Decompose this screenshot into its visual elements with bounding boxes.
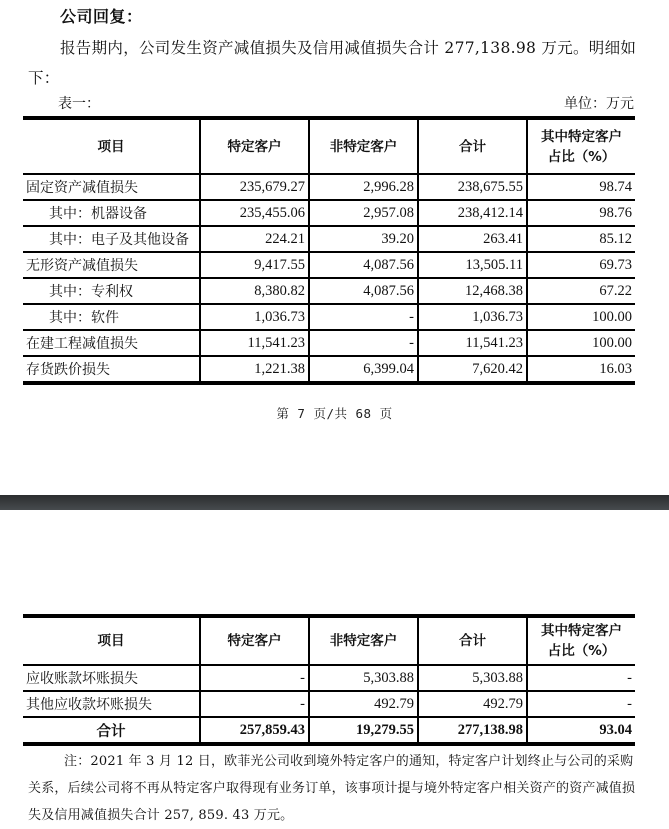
impairment-table-part1 (23, 116, 635, 385)
total-total: 277,138.98 (418, 717, 527, 744)
table-row (23, 330, 635, 356)
row-specific: - (200, 691, 309, 717)
row-specific: 224.21 (200, 226, 309, 252)
footnote: 注：2021 年 3 月 12 日，欧菲光公司收到境外特定客户的通知，特定客户计划终止与公司的采购关系，后续公司将不再从特定客户取得现有业务订单，该事项计提与境外特定客户相关资产的资产减值损失及信用减值损失合计 257, 859. 43 万元。 (28, 754, 636, 823)
row-total: 7,620.42 (418, 356, 527, 383)
header-non-specific: 非特定客户 (309, 616, 418, 665)
table-row (23, 174, 635, 200)
table-row (23, 356, 635, 383)
table-row (23, 200, 635, 226)
row-non-specific: - (309, 330, 418, 356)
row-ratio: 69.73 (527, 252, 635, 278)
row-item: 无形资产减值损失 (23, 252, 200, 278)
header-item: 项目 (23, 118, 200, 174)
table-header-row (23, 616, 635, 665)
page-number: 第 7 页/共 68 页 (276, 406, 393, 421)
row-non-specific: 39.20 (309, 226, 418, 252)
row-item: 其中：电子及其他设备 (23, 226, 200, 252)
header-specific: 特定客户 (200, 616, 309, 665)
row-specific: 8,380.82 (200, 278, 309, 304)
table-row (23, 691, 635, 717)
row-total: 263.41 (418, 226, 527, 252)
row-non-specific: 2,996.28 (309, 174, 418, 200)
row-total: 11,541.23 (418, 330, 527, 356)
total-non-specific: 19,279.55 (309, 717, 418, 744)
header-ratio: 其中特定客户占比（%） (527, 616, 635, 665)
row-ratio: 16.03 (527, 356, 635, 383)
total-label: 合计 (23, 717, 200, 744)
row-non-specific: - (309, 304, 418, 330)
row-item: 存货跌价损失 (23, 356, 200, 383)
row-ratio: 85.12 (527, 226, 635, 252)
row-item: 其中：软件 (23, 304, 200, 330)
table-header-row (23, 118, 635, 174)
reply-heading: 公司回复： (60, 7, 143, 26)
row-non-specific: 2,957.08 (309, 200, 418, 226)
row-item: 应收账款坏账损失 (23, 665, 200, 691)
row-non-specific: 5,303.88 (309, 665, 418, 691)
row-item: 固定资产减值损失 (23, 174, 200, 200)
row-ratio: 100.00 (527, 304, 635, 330)
table-caption: 表一： (58, 96, 100, 112)
row-specific: - (200, 665, 309, 691)
row-ratio: - (527, 691, 635, 717)
row-item: 其中：机器设备 (23, 200, 200, 226)
row-specific: 235,455.06 (200, 200, 309, 226)
header-total: 合计 (418, 616, 527, 665)
row-ratio: 98.74 (527, 174, 635, 200)
row-total: 238,412.14 (418, 200, 527, 226)
unit-label: 单位：万元 (564, 96, 634, 112)
header-total: 合计 (418, 118, 527, 174)
table-row (23, 226, 635, 252)
row-item: 在建工程减值损失 (23, 330, 200, 356)
table-row (23, 304, 635, 330)
table-row (23, 278, 635, 304)
row-specific: 11,541.23 (200, 330, 309, 356)
table-row (23, 252, 635, 278)
impairment-table-part2 (23, 614, 635, 746)
header-non-specific: 非特定客户 (309, 118, 418, 174)
row-total: 12,468.38 (418, 278, 527, 304)
row-ratio: - (527, 665, 635, 691)
row-total: 13,505.11 (418, 252, 527, 278)
row-ratio: 98.76 (527, 200, 635, 226)
row-ratio: 67.22 (527, 278, 635, 304)
table-row (23, 665, 635, 691)
row-non-specific: 4,087.56 (309, 278, 418, 304)
row-specific: 1,221.38 (200, 356, 309, 383)
total-ratio: 93.04 (527, 717, 635, 744)
total-specific: 257,859.43 (200, 717, 309, 744)
row-total: 238,675.55 (418, 174, 527, 200)
row-item: 其他应收款坏账损失 (23, 691, 200, 717)
row-total: 492.79 (418, 691, 527, 717)
row-total: 1,036.73 (418, 304, 527, 330)
page-separator (0, 495, 669, 510)
row-non-specific: 492.79 (309, 691, 418, 717)
table-total-row (23, 717, 635, 744)
header-ratio: 其中特定客户占比（%） (527, 118, 635, 174)
row-specific: 9,417.55 (200, 252, 309, 278)
header-item: 项目 (23, 616, 200, 665)
intro-paragraph: 报告期内，公司发生资产减值损失及信用减值损失合计 277,138.98 万元。明细如下： (28, 39, 637, 87)
row-non-specific: 6,399.04 (309, 356, 418, 383)
row-ratio: 100.00 (527, 330, 635, 356)
row-specific: 1,036.73 (200, 304, 309, 330)
row-specific: 235,679.27 (200, 174, 309, 200)
row-item: 其中：专利权 (23, 278, 200, 304)
row-non-specific: 4,087.56 (309, 252, 418, 278)
header-specific: 特定客户 (200, 118, 309, 174)
row-total: 5,303.88 (418, 665, 527, 691)
